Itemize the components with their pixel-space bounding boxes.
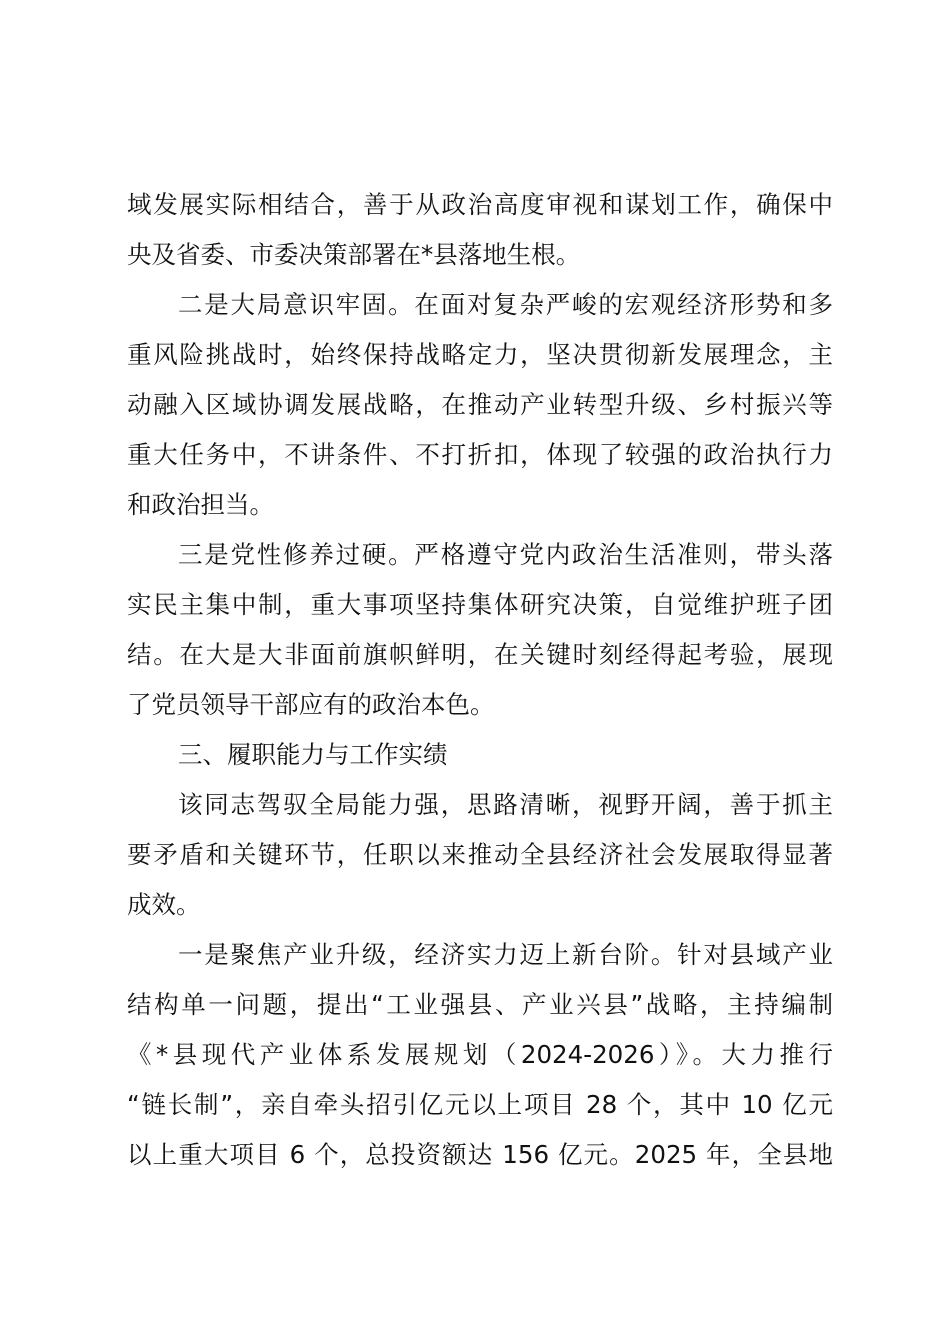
paragraph-industrial-upgrade [127,930,833,1180]
text-line: 一是聚焦产业升级，经济实力迈上新台阶。针对县域产业 [178,940,833,969]
text-line: 央及省委、市委决策部署在*县落地生根。 [127,240,581,269]
text-line: 二是大局意识牢固。在面对复杂严峻的宏观经济形势和多 [178,290,833,319]
text-line: 了党员领导干部应有的政治本色。 [127,690,495,719]
text-line: 实民主集中制，重大事项坚持集体研究决策，自觉维护班子团 [127,590,833,619]
text-line: 成效。 [127,890,201,919]
text-line: 和政治担当。 [127,490,274,519]
text-line: “链长制”，亲自牵头招引亿元以上项目 28 个，其中 10 亿元 [127,1090,833,1119]
text-line: 动融入区域协调发展战略，在推动产业转型升级、乡村振兴等 [127,390,833,419]
text-line: 该同志驾驭全局能力强，思路清晰，视野开阔，善于抓主 [178,790,833,819]
paragraph-capability-overview [127,780,833,930]
text-line: 结构单一问题，提出“工业强县、产业兴县”战略，主持编制 [127,990,833,1019]
text-line: 重大任务中，不讲条件、不打折扣，体现了较强的政治执行力 [127,440,833,469]
text-line: 《*县现代产业体系发展规划（2024-2026）》。大力推行 [127,1040,833,1069]
paragraph-party-spirit [127,530,833,730]
heading-text: 三、履职能力与工作实绩 [178,740,448,769]
text-line: 结。在大是大非面前旗帜鲜明，在关键时刻经得起考验，展现 [127,640,833,669]
text-line: 三是党性修养过硬。严格遵守党内政治生活准则，带头落 [178,540,833,569]
text-line: 要矛盾和关键环节，任职以来推动全县经济社会发展取得显著 [127,840,833,869]
document-page [127,180,833,1180]
text-line: 域发展实际相结合，善于从政治高度审视和谋划工作，确保中 [127,190,833,219]
text-line: 重风险挑战时，始终保持战略定力，坚决贯彻新发展理念，主 [127,340,833,369]
text-line: 以上重大项目 6 个，总投资额达 156 亿元。2025 年，全县地 [127,1140,833,1169]
section-heading [127,730,833,780]
paragraph-big-picture-awareness [127,280,833,530]
paragraph-continuation [127,180,833,280]
